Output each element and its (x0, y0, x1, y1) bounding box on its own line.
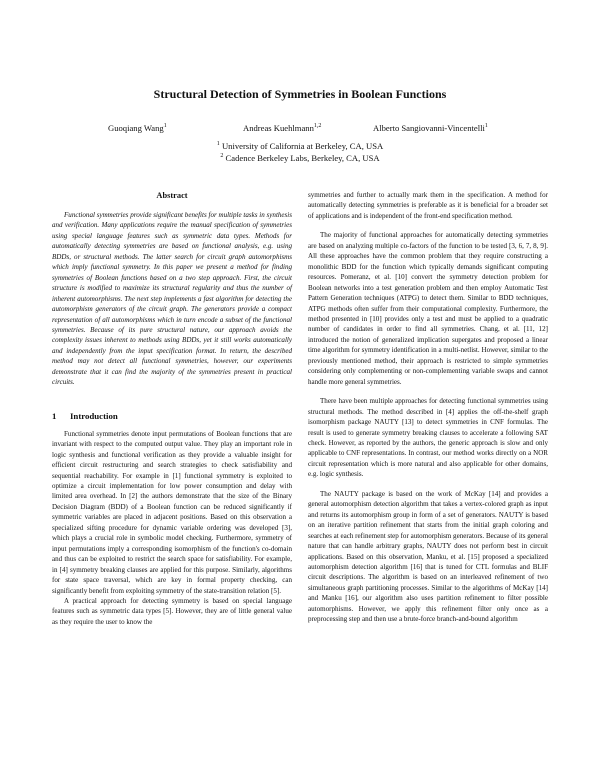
body-paragraph: A practical approach for detecting symmetry is based on special language features such as symmetric data types [5]. However, they are of little general value as they require the user to know the (52, 596, 292, 626)
body-paragraph: Functional symmetries denote input permutations of Boolean functions that are invariant with respect to the computed output value. They play an important role in logic synthesis and functional verification as they provide a valuable insight for efficient circuit restructuring and search strategies to check satisfiability and sequential reachability. For example in [1] functional symmetry is exploited to optimize a circuit implementation for low power consumption and delay with limited area overhead. In [2] the authors demonstrate that the size of the Binary Decision Diagram (BDD) of a Boolean function can be reduced significantly if symmetric variables are placed in adjacent positions. Based on this observation a specialized sifting procedure for dynamic variable ordering was developed [3], which plays a crucial role in symbolic model checking. Furthermore, symmetry of input permutations imply a corresponding isomorphism of the function's co-domain and thus can be exploited to restrict the search space for satisfiability. For example, in [4] symmetry breaking clauses are applied for this purpose. Similarly, algorithms for state space traversal, which are key in formal property checking, can significantly benefit from exploiting symmetry of the state-transition relation [5]. (52, 429, 292, 595)
affiliation-mark: 2 (220, 153, 224, 160)
affiliation-text: Cadence Berkeley Labs, Berkeley, CA, USA (225, 153, 380, 163)
left-column (52, 190, 292, 627)
author-list (0, 123, 600, 137)
author-name: Guoqiang Wang (108, 123, 164, 133)
affiliation-1 (0, 141, 600, 151)
body-paragraph: The NAUTY package is based on the work of McKay [14] and provides a general automorphism detection algorithm that takes a vertex-colored graph as input and returns its automorphism group in form of a set of generators. NAUTY is based on an iterative partition refinement that starts from the initial graph coloring and searches at each refinement step for automorphism generators. Because of its general nature that can handle arbitrary graphs, NAUTY does not perform best in circuit applications. Based on this observation, Manku, et al. [15] proposed a specialized automorphism detection algorithm [16] that is tuned for CTL formulas and BLIF circuit descriptions. The algorithm is based on an interleaved refinement of two simultaneous graph partitioning processes. Similar to the algorithms of McKay [14] and Manku [16], our algorithm also uses partition refinement to filter possible automorphisms. However, we apply this refinement filter only once as a preprocessing step and then use a brute-force branch-and-bound algorithm (308, 489, 548, 624)
paper-title: Structural Detection of Symmetries in Boolean Functions (153, 87, 447, 101)
section-heading (52, 410, 292, 422)
right-column (308, 190, 548, 625)
body-paragraph: There have been multiple approaches for detecting functional symmetries using structural methods. The method described in [4] applies the off-the-shelf graph isomorphism package NAUTY [13] to detect symmetries in CNF formulas. The result is used to generate symmetry breaking clauses to accelerate a following SAT check. However, as reported by the authors, the generic approach is slow and only applicable to CNF representations. In contrast, our method works directly on a NOR circuit representation which is more natural and also applicable for other domains, e.g. logic synthesis. (308, 397, 548, 479)
author-name: Alberto Sangiovanni-Vincentelli (373, 123, 485, 133)
abstract-text: Functional symmetries provide significant benefits for multiple tasks in synthesis and verification. Many applications require the manual specification of symmetries using special language features such as symmetric data types. Methods for automatically detecting symmetries are based on functional analysis, e.g. using BDDs, or structural methods. The latter search for circuit graph automorphisms which imply functional symmetry. In this paper we present a method for finding symmetries of Boolean functions based on a two step approach. First, the circuit structure is modified to maximize its structural regularity and thus the number of inherent automorphisms. The next step implements a fast algorithm for detecting the automorphism generators of the circuit graph. The generators provide a compact representation of all automorphisms which in turn encode a subset of the functional symmetries. Because of its pure structural nature, our approach avoids the complexity issues inherent to methods using BDDs, yet it still works automatically and independently from the input specification format. In return, the described method may not detect all functional symmetries, however, our experiments demonstrate that it can find the majority of the symmetries present in practical circuits. (52, 211, 292, 387)
abstract-heading: Abstract (156, 191, 188, 200)
body-paragraph: symmetries and further to actually mark them in the specification. A method for automatically detecting symmetries is preferable as it is beneficial for a broader set of applications and is independent of the front-end specification method. (308, 191, 548, 220)
author-1 (108, 123, 167, 133)
affiliation-mark: 1 (216, 141, 220, 148)
author-3 (373, 123, 488, 133)
author-affiliation-mark: 1,2 (313, 123, 322, 130)
author-affiliation-mark: 1 (484, 123, 488, 130)
author-2 (243, 123, 321, 133)
affiliation-2 (0, 153, 600, 163)
section-number: 1 (52, 410, 57, 421)
section-title: Introduction (70, 410, 118, 421)
body-paragraph: The majority of functional approaches for automatically detecting symmetries are based on analyzing multiple co-factors of the function to be tested [3, 6, 7, 8, 9]. All these approaches have the common problem that they require constructing a monolithic BDD for the function which typically demands significant computing resources. Pomeranz, et al. [10] convert the symmetry detection problem for Boolean networks into a test generation problem and then employ Automatic Test Pattern Generation techniques (ATPG) to detect them. Similar to BDD techniques, ATPG methods often suffer from their computational complexity. Furthermore, the method presented in [10] provides only a test and must be applied to a quadratic number of candidates in order to find all symmetries. Chang, et al. [11, 12] introduced the notion of generalized implication supergates and proposed a linear time algorithm for symmetry identification in a multi-netlist. However, similar to the previously mentioned method, their approach is restricted to simple symmetries considering only complementing or non-complementing variable swaps and cannot handle more general symmetries. (308, 231, 548, 386)
author-affiliation-mark: 1 (163, 123, 167, 130)
affiliation-text: University of California at Berkeley, CA, USA (221, 141, 384, 151)
author-name: Andreas Kuehlmann (243, 123, 314, 133)
